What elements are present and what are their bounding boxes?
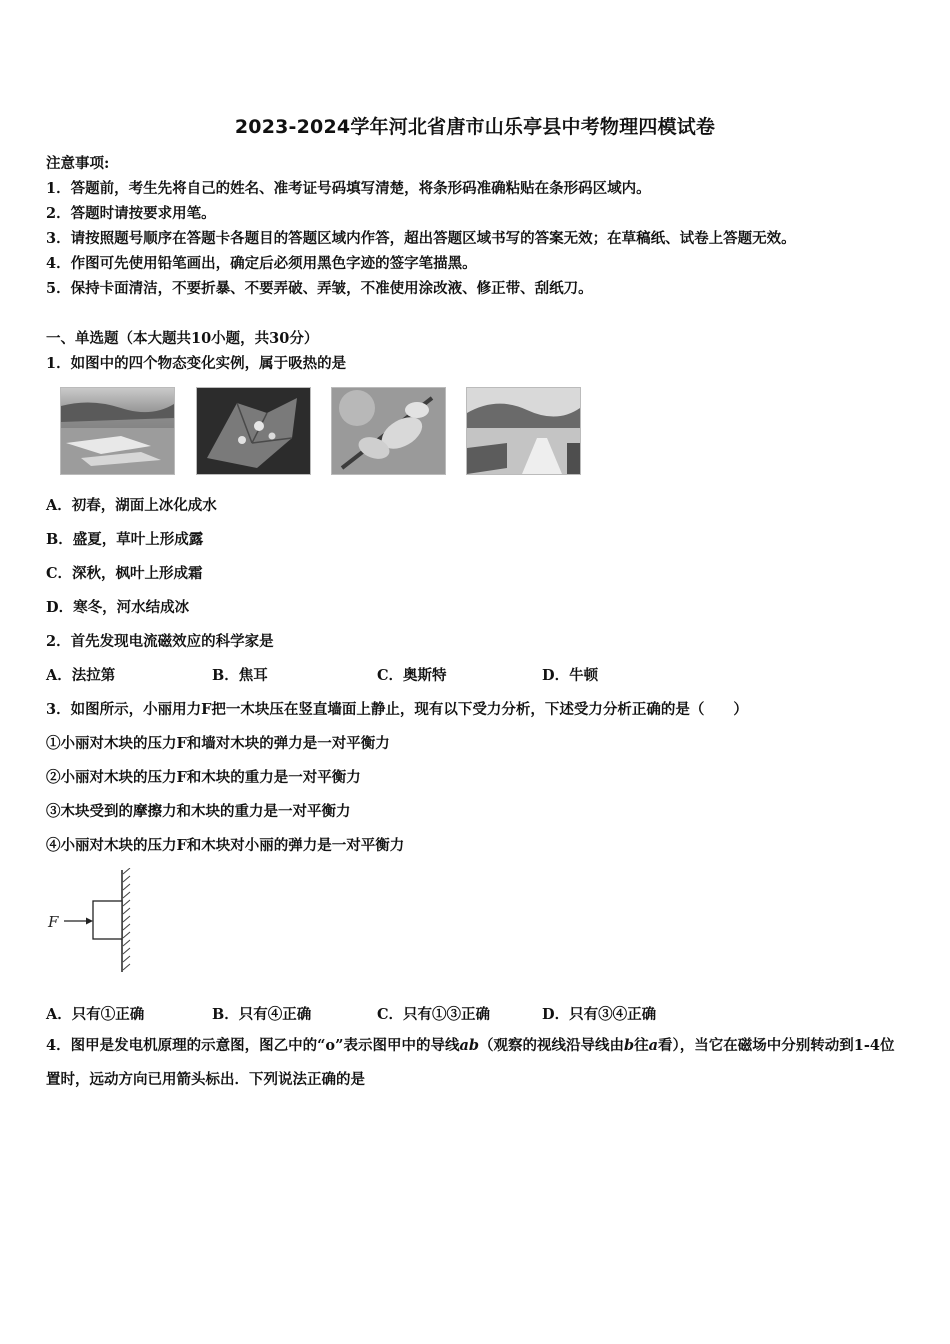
- question-3-statement: ④小丽对木块的压力F和木块对小丽的弹力是一对平衡力: [46, 837, 405, 854]
- photo-frozen-river: [466, 387, 581, 475]
- section-heading: 一、单选题（本大题共10小题，共30分）: [46, 330, 319, 347]
- notice-item: 2．答题时请按要求用笔。: [46, 205, 216, 222]
- question-3-statement: ②小丽对木块的压力F和木块的重力是一对平衡力: [46, 769, 361, 786]
- question-1-option-c: C．深秋，枫叶上形成霜: [46, 565, 203, 582]
- page-title: 2023-2024学年河北省唐市山乐亭县中考物理四模试卷: [234, 116, 716, 138]
- force-label: F: [48, 913, 59, 931]
- notice-item: 3．请按照题号顺序在答题卡各题目的答题区域内作答，超出答题区域书写的答案无效；在草稿纸、试卷上答题无效。: [46, 230, 796, 247]
- question-3-option-b: B．只有④正确: [212, 1006, 312, 1023]
- question-1-option-a: A．初春，湖面上冰化成水: [46, 497, 217, 514]
- question-2-stem: 2．首先发现电流磁效应的科学家是: [46, 633, 274, 650]
- question-4-var-ab: ab: [459, 1037, 479, 1054]
- question-1-stem: 1．如图中的四个物态变化实例，属于吸热的是: [46, 355, 347, 372]
- question-4-text: 看），当它在磁场中分别转动到1-4位置时，远动方向已用箭头标出．下列说法正确的是: [46, 1037, 895, 1088]
- question-4-text: （观察的视线沿导线由: [479, 1037, 624, 1054]
- question-3-option-a: A．只有①正确: [46, 1006, 145, 1023]
- question-2-option-a: A．法拉第: [46, 667, 116, 684]
- question-3-option-d: D．只有③④正确: [542, 1006, 657, 1023]
- question-4-text: 4．图甲是发电机原理的示意图，图乙中的“o”表示图甲中的导线: [46, 1037, 460, 1054]
- question-3-option-c: C．只有①③正确: [377, 1006, 491, 1023]
- notice-item: 1．答题前，考生先将自己的姓名、准考证号码填写清楚，将条形码准确粘贴在条形码区域内。: [46, 180, 651, 197]
- notice-item: 5．保持卡面清洁，不要折暴、不要弄破、弄皱，不准使用涂改液、修正带、刮纸刀。: [46, 280, 593, 297]
- question-4-text: 往: [634, 1037, 649, 1054]
- force-diagram: [44, 868, 144, 976]
- question-2-option-c: C．奥斯特: [377, 667, 447, 684]
- force-arrowhead: [86, 918, 93, 925]
- question-3-stem: 3．如图所示，小丽用力F把一木块压在竖直墙面上静止，现有以下受力分析，下述受力分析正确的是（ ）: [46, 701, 748, 718]
- question-3-statement: ③木块受到的摩擦力和木块的重力是一对平衡力: [46, 803, 351, 820]
- question-4-var-b: b: [624, 1037, 635, 1054]
- notice-item: 4．作图可先使用铅笔画出，确定后必须用黑色字迹的签字笔描黑。: [46, 255, 477, 272]
- question-1-option-d: D．寒冬，河水结成冰: [46, 599, 190, 616]
- photo-dew-on-leaf: [196, 387, 311, 475]
- wood-block: [93, 901, 122, 939]
- question-2-option-d: D．牛顿: [542, 667, 599, 684]
- question-2-option-b: B．焦耳: [212, 667, 268, 684]
- notice-heading: 注意事项:: [46, 155, 110, 172]
- wall-hatch: [123, 868, 130, 970]
- question-3-statement: ①小丽对木块的压力F和墙对木块的弹力是一对平衡力: [46, 735, 390, 752]
- photo-frost-on-leaf: [331, 387, 446, 475]
- question-1-option-b: B．盛夏，草叶上形成露: [46, 531, 204, 548]
- question-4-stem: [46, 1029, 906, 1097]
- photo-ice-melting: [60, 387, 175, 475]
- question-4-var-a: a: [648, 1037, 659, 1054]
